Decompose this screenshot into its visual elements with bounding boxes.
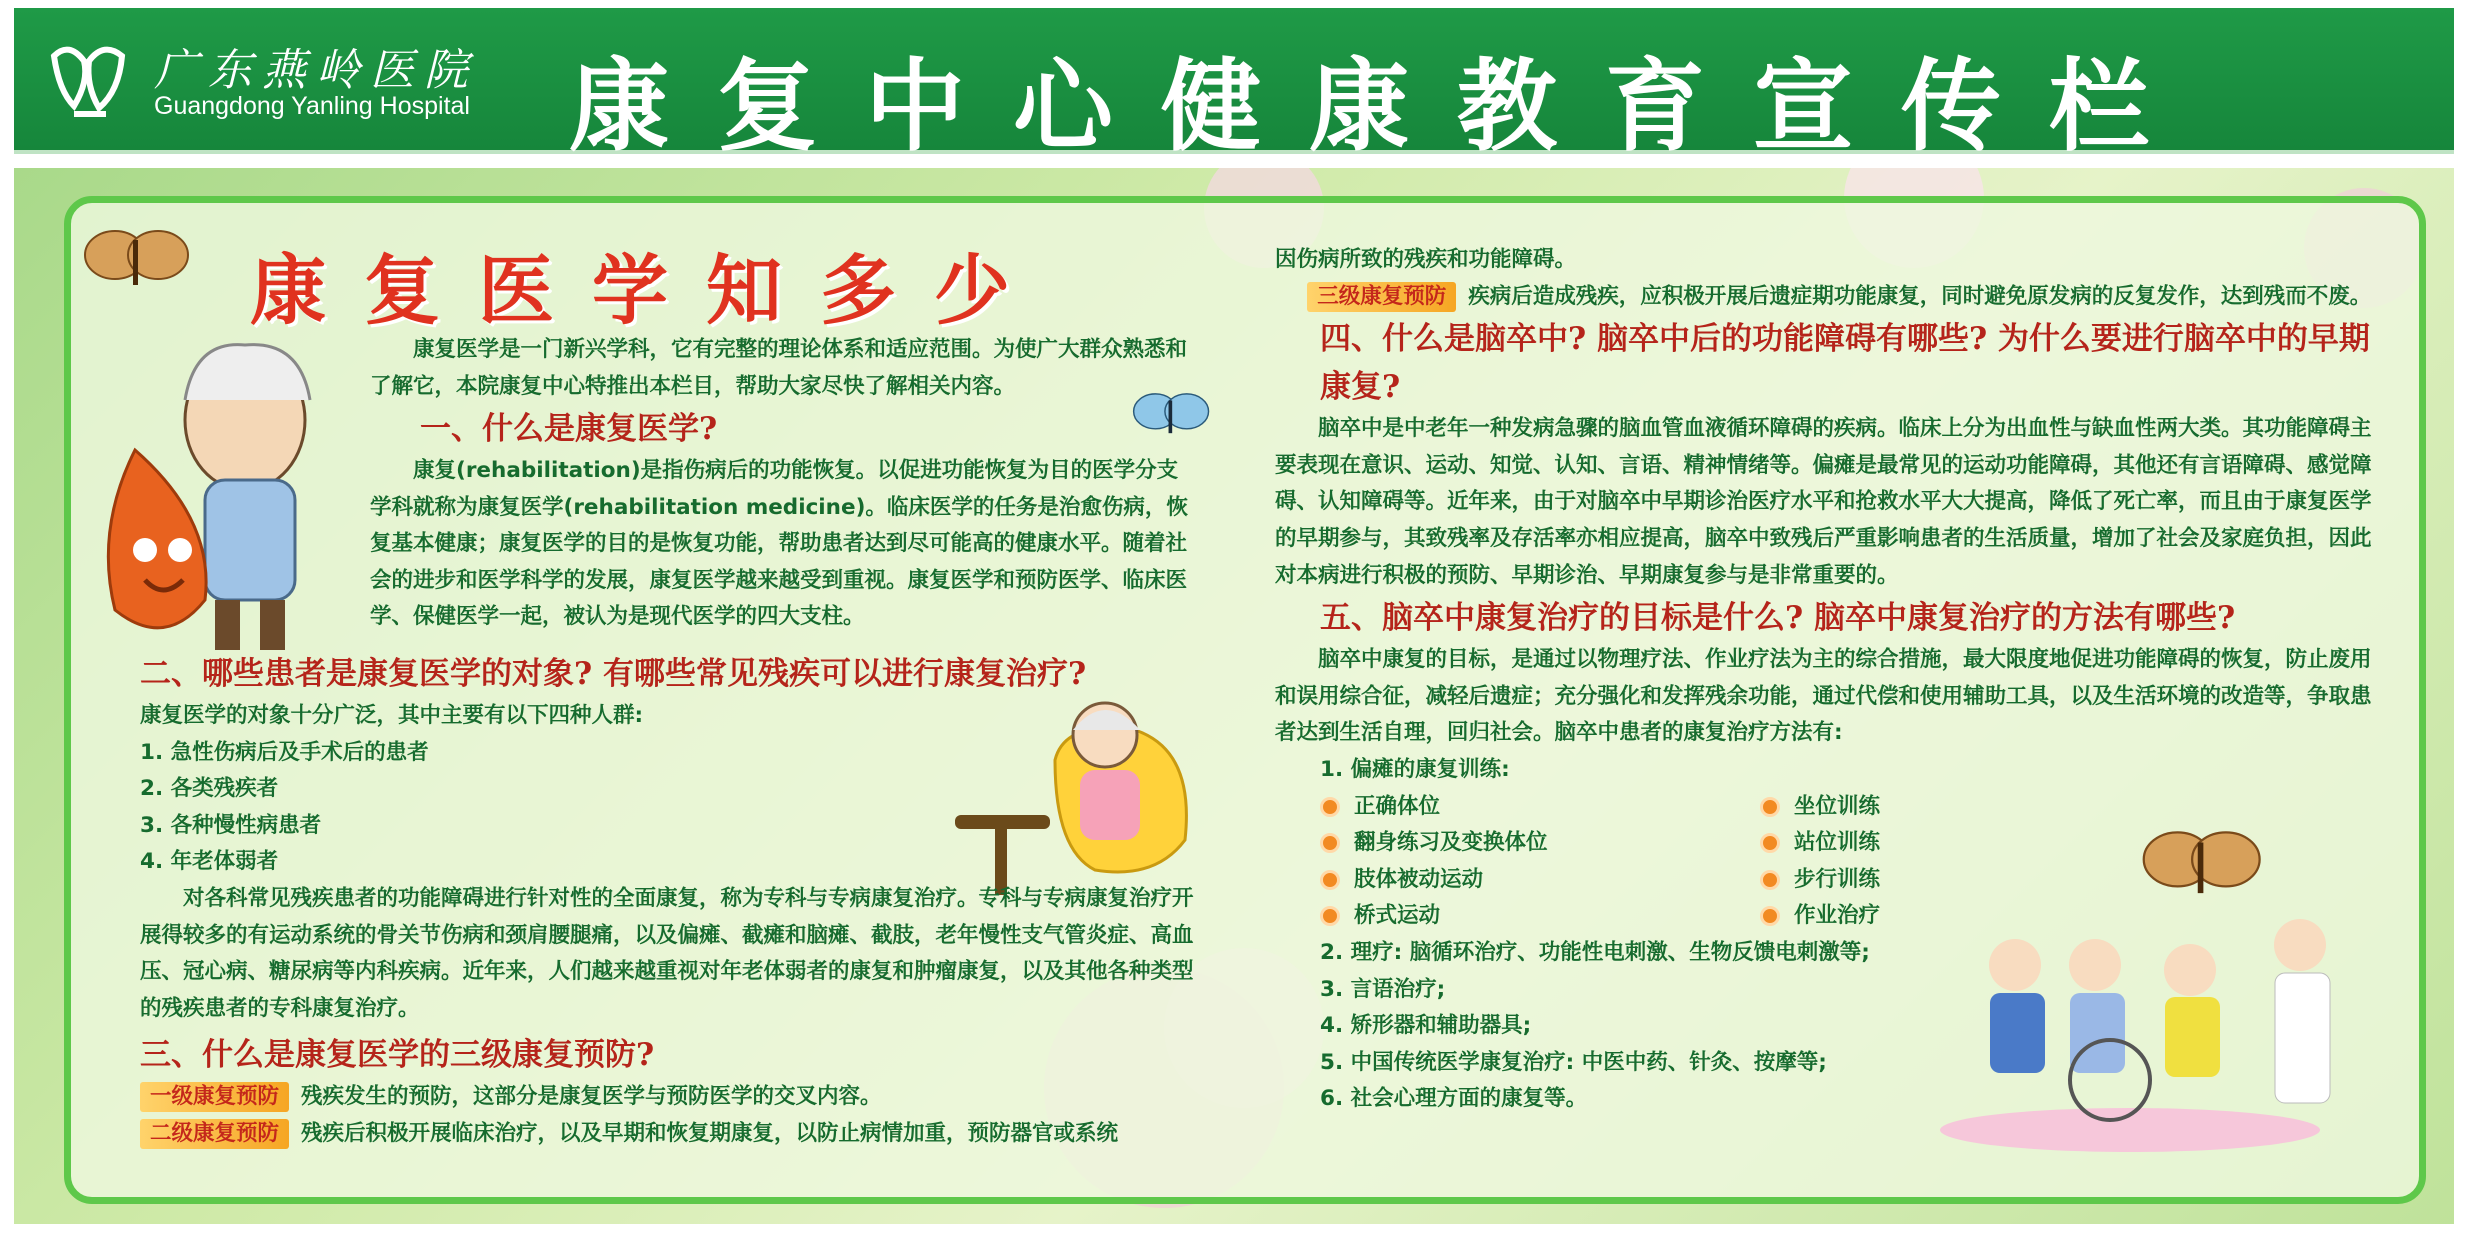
- training-item: 坐位训练: [1760, 789, 2200, 826]
- hospital-name-cn: 广东燕岭医院: [154, 45, 478, 96]
- training-item: 肢体被动运动: [1320, 862, 1760, 899]
- heading-3: 三、什么是康复医学的三级康复预防?: [140, 1037, 655, 1074]
- bullet-icon: [1320, 870, 1340, 890]
- heading-2: 二、哪些患者是康复医学的对象? 有哪些常见残疾可以进行康复治疗?: [140, 656, 1087, 692]
- hospital-name-en: Guangdong Yanling Hospital: [154, 92, 470, 120]
- bullet-icon: [1320, 797, 1340, 817]
- tag-level-3: 三级康复预防: [1307, 282, 1456, 312]
- list-item: 3. 各种慢性病患者: [140, 812, 322, 838]
- bullet-icon: [1760, 870, 1780, 890]
- header-banner: [14, 8, 2454, 165]
- prevention-level-1: [140, 1079, 1195, 1116]
- training-item: 桥式运动: [1320, 898, 1760, 935]
- bullet-icon: [1760, 906, 1780, 926]
- section-title: 康复医学知多少: [250, 246, 1048, 335]
- tag-level-1: 一级康复预防: [140, 1082, 289, 1112]
- left-column: [140, 332, 1195, 405]
- training-item: 正确体位: [1320, 789, 1760, 826]
- bullet-icon: [1320, 906, 1340, 926]
- list-item: 2. 各类残疾者: [140, 776, 279, 802]
- training-col-left: [1320, 789, 1760, 935]
- list-item: 1. 急性伤病后及手术后的患者: [140, 739, 429, 765]
- method-1: 1. 偏瘫的康复训练:: [1320, 756, 1510, 782]
- bullet-icon: [1760, 797, 1780, 817]
- method-item: 4. 矫形器和辅助器具;: [1320, 1013, 1532, 1039]
- right-column: [1275, 242, 2375, 1118]
- paragraph-2: 康复医学的对象十分广泛，其中主要有以下四种人群:: [140, 703, 644, 728]
- list-item: 4. 年老体弱者: [140, 849, 279, 875]
- method-item: 3. 言语治疗;: [1320, 976, 1446, 1002]
- continuation-text: 因伤病所致的残疾和功能障碍。: [1275, 247, 1577, 272]
- bullet-icon: [1760, 833, 1780, 853]
- section-1: [370, 405, 1195, 636]
- paragraph-5: 脑卒中康复的目标，是通过以物理疗法、作业疗法为主的综合措施，最大限度地促进功能障碍的恢复，防止废用和误用综合征，减轻后遗症；充分强化和发挥残余功能，通过代偿和使用辅助工具，以及生活环境的改造等，争取患者达到生活自理，回归社会。脑卒中患者的康复治疗方法有:: [1275, 647, 2372, 746]
- paragraph-1: 康复(rehabilitation)是指伤病后的功能恢复。以促进功能恢复为目的医学分支学科就称为康复医学(rehabilitation medicine)。临床医学的任务是治愈伤病，恢复基本健康；康复医学的目的是恢复功能，帮助患者达到尽可能高的健康水平。随着社会的进步和医学科学的发展，康复医学越来越受到重视。康复医学和预防医学、临床医学、保健医学一起，被认为是现代医学的四大支柱。: [370, 458, 1188, 630]
- prevention-level-3-text: 疾病后造成残疾，应积极开展后遗症期功能康复，同时避免原发病的反复发作，达到残而不废。: [1468, 283, 2372, 309]
- method-item: 6. 社会心理方面的康复等。: [1320, 1086, 1588, 1112]
- intro-paragraph: 康复医学是一门新兴学科，它有完整的理论体系和适应范围。为使广大群众熟悉和了解它，本院康复中心特推出本栏目，帮助大家尽快了解相关内容。: [370, 337, 1188, 399]
- method-item: 5. 中国传统医学康复治疗: 中医中药、针灸、按摩等;: [1320, 1049, 1827, 1075]
- section-2: [140, 650, 1195, 1153]
- prevention-level-2: [140, 1116, 1195, 1153]
- tag-level-2: 二级康复预防: [140, 1119, 289, 1149]
- training-item: 作业治疗: [1760, 898, 2200, 935]
- method-item: 2. 理疗: 脑循环治疗、功能性电刺激、生物反馈电刺激等;: [1320, 939, 1870, 965]
- butterfly-icon: [80, 220, 190, 300]
- training-col-right: [1760, 789, 2200, 935]
- heading-5: 五、脑卒中康复治疗的目标是什么? 脑卒中康复治疗的方法有哪些?: [1320, 600, 2236, 637]
- heading-4: 四、什么是脑卒中? 脑卒中后的功能障碍有哪些? 为什么要进行脑卒中的早期康复?: [1320, 321, 2370, 406]
- prevention-level-1-text: 残疾发生的预防，这部分是康复医学与预防医学的交叉内容。: [301, 1084, 882, 1110]
- hospital-logo: [44, 36, 134, 126]
- training-item: 步行训练: [1760, 862, 2200, 899]
- prevention-level-2-text: 残疾后积极开展临床治疗，以及早期和恢复期康复，以防止病情加重，预防器官或系统: [301, 1120, 1119, 1146]
- heading-1: 一、什么是康复医学?: [420, 411, 718, 447]
- bullet-icon: [1320, 833, 1340, 853]
- page-title: 康复中心健康教育宣传栏: [569, 48, 2197, 165]
- prevention-level-3: [1275, 279, 2375, 316]
- training-item: 站位训练: [1760, 825, 2200, 862]
- paragraph-4: 脑卒中是中老年一种发病急骤的脑血管血液循环障碍的疾病。临床上分为出血性与缺血性两大类。其功能障碍主要表现在意识、运动、知觉、认知、言语、精神情绪等。偏瘫是最常见的运动功能障碍，其他还有言语障碍、感觉障碍、认知障碍等。近年来，由于对脑卒中早期诊治医疗水平和抢救水平大大提高，降低了死亡率，而且由于康复医学的早期参与，其致残率及存活率亦相应提高，脑卒中致残后严重影响患者的生活质量，增加了社会及家庭负担，因此对本病进行积极的预防、早期诊治、早期康复参与是非常重要的。: [1275, 416, 2372, 588]
- paragraph-2b: 对各科常见残疾患者的功能障碍进行针对性的全面康复，称为专科与专病康复治疗。专科与专病康复治疗开展得较多的有运动系统的骨关节伤病和颈肩腰腿痛，以及偏瘫、截瘫和脑瘫、截肢，老年慢性支气管炎症、高血压、冠心病、糖尿病等内科疾病。近年来，人们越来越重视对年老体弱者的康复和肿瘤康复，以及其他各种类型的残疾患者的专科康复治疗。: [140, 885, 1194, 1021]
- training-item: 翻身练习及变换体位: [1320, 825, 1760, 862]
- training-list: [1275, 789, 2375, 935]
